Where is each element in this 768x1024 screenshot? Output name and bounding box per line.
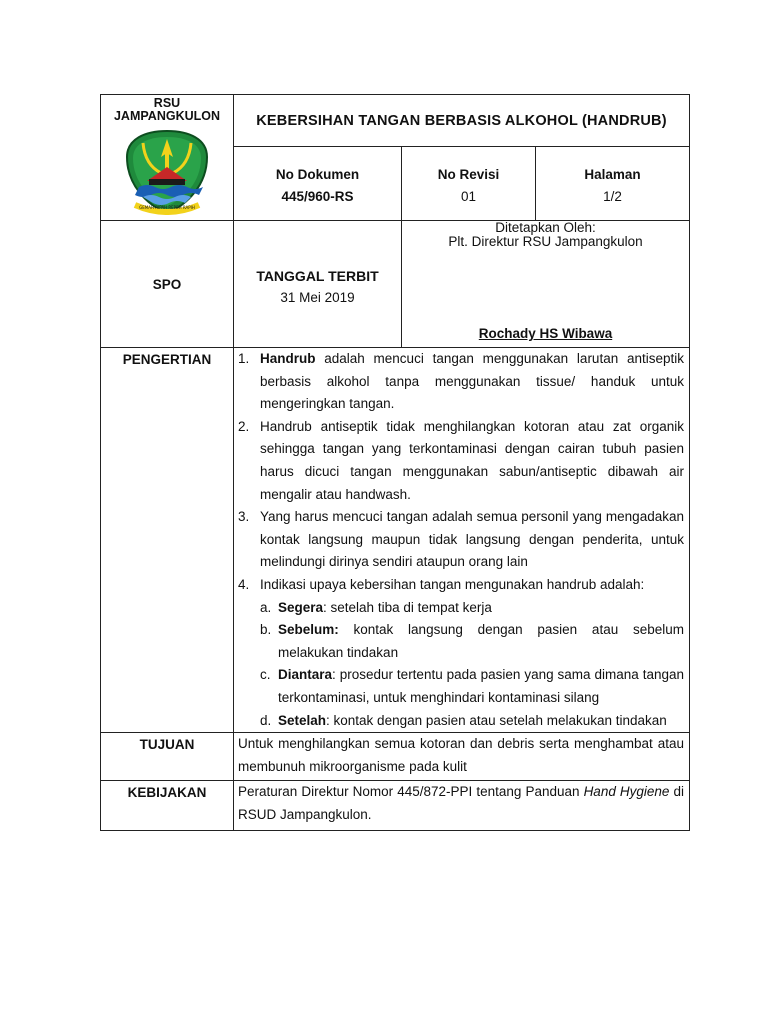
sublist-text: : kontak dengan pasien atau setelah melakukan tindakan bbox=[326, 712, 667, 728]
no-dokumen-label: No Dokumen bbox=[275, 167, 360, 182]
hospital-logo-icon bbox=[121, 129, 213, 215]
tanggal-cell bbox=[234, 221, 402, 348]
no-revisi-cell bbox=[402, 147, 536, 221]
pengertian-label: PENGERTIAN bbox=[101, 348, 234, 733]
no-revisi-label: No Revisi bbox=[437, 167, 500, 182]
sublist-text: : prosedur tertentu pada pasien yang sama dimana tangan terkontaminasi, untuk menghindari kontaminasi silang bbox=[278, 667, 684, 705]
sublist-item bbox=[260, 664, 684, 709]
kebijakan-italic: Hand Hygiene bbox=[583, 784, 670, 800]
halaman-value: 1/2 bbox=[603, 189, 622, 204]
logo-motto: GEMAH RIPAH REPEH RAPIH bbox=[139, 205, 195, 210]
kebijakan-text: Peraturan Direktur Nomor 445/872-PPI tentang Panduan bbox=[238, 784, 584, 800]
list-item bbox=[238, 574, 684, 732]
kebijakan-text-end: di RSUD Jampangkulon. bbox=[238, 784, 685, 822]
list-number: 3. bbox=[238, 509, 250, 525]
spo-label: SPO bbox=[101, 221, 234, 348]
tujuan-content bbox=[234, 733, 690, 781]
sublist-item bbox=[260, 710, 684, 733]
kebijakan-content bbox=[234, 781, 690, 831]
term-bold: Setelah bbox=[278, 712, 327, 728]
ditetapkan-label: Ditetapkan Oleh: bbox=[495, 220, 596, 235]
list-item bbox=[238, 348, 684, 416]
list-number: 4. bbox=[238, 576, 250, 592]
sublist-item bbox=[260, 597, 684, 620]
tanggal-terbit-value: 31 Mei 2019 bbox=[280, 290, 355, 305]
list-number: 1. bbox=[238, 351, 250, 366]
tujuan-text: Untuk menghilangkan semua kotoran dan debris serta menghambat atau membunuh mikroorganisme pada kulit bbox=[238, 736, 684, 774]
sublist-text: kontak langsung dengan pasien atau sebelum melakukan tindakan bbox=[278, 622, 684, 660]
halaman-label: Halaman bbox=[584, 167, 641, 182]
list-text: Handrub antiseptik tidak menghilangkan kotoran atau zat organik sehingga tangan yang terkontaminasi dengan cairan tubuh pasien harus dicuci tangan menggunakan sabun/antiseptic dibawah air mengalir atau handwash. bbox=[260, 418, 684, 502]
tanggal-terbit-label: TANGGAL TERBIT bbox=[256, 268, 379, 284]
logo-cell bbox=[101, 95, 234, 221]
signatory-name: Rochady HS Wibawa bbox=[478, 326, 613, 341]
spo-document-table bbox=[100, 94, 690, 831]
halaman-cell bbox=[536, 147, 690, 221]
pengertian-content bbox=[234, 348, 690, 733]
indikasi-sublist bbox=[260, 597, 684, 733]
list-item bbox=[238, 506, 684, 574]
list-text: Yang harus mencuci tangan adalah semua personil yang mengadakan kontak langsung maupun tidak langsung dengan penderita, untuk melindungi dirinya sendiri ataupun orang lain bbox=[260, 509, 684, 570]
tujuan-label: TUJUAN bbox=[101, 733, 234, 781]
document-title: KEBERSIHAN TANGAN BERBASIS ALKOHOL (HANDRUB) bbox=[256, 113, 667, 129]
pengertian-list bbox=[238, 348, 684, 732]
sublist-letter: d. bbox=[260, 712, 272, 728]
title-cell bbox=[234, 95, 690, 147]
list-text: Indikasi upaya kebersihan tangan mengunakan handrub adalah: bbox=[260, 576, 645, 592]
kebijakan-label: KEBIJAKAN bbox=[101, 781, 234, 831]
term-bold: Handrub bbox=[260, 351, 316, 366]
term-bold: Diantara bbox=[278, 667, 333, 683]
no-dokumen-cell bbox=[234, 147, 402, 221]
sublist-letter: a. bbox=[260, 599, 272, 615]
institution-name: RSU JAMPANGKULON bbox=[113, 96, 221, 123]
jabatan-text: Plt. Direktur RSU Jampangkulon bbox=[448, 234, 643, 249]
list-item bbox=[238, 416, 684, 506]
sublist-item bbox=[260, 619, 684, 664]
ditetapkan-cell bbox=[402, 221, 690, 348]
term-bold: Sebelum: bbox=[278, 622, 339, 638]
sublist-text: : setelah tiba di tempat kerja bbox=[323, 599, 492, 615]
sublist-letter: b. bbox=[260, 622, 272, 638]
no-revisi-value: 01 bbox=[460, 189, 477, 204]
sublist-letter: c. bbox=[260, 667, 271, 683]
list-number: 2. bbox=[238, 418, 250, 434]
no-dokumen-value: 445/960-RS bbox=[281, 189, 354, 204]
list-text: adalah mencuci tangan menggunakan larutan antiseptik berbasis alkohol tanpa menggunakan tissue/ handuk untuk mengeringkan tangan. bbox=[260, 351, 684, 412]
term-bold: Segera bbox=[278, 599, 324, 615]
